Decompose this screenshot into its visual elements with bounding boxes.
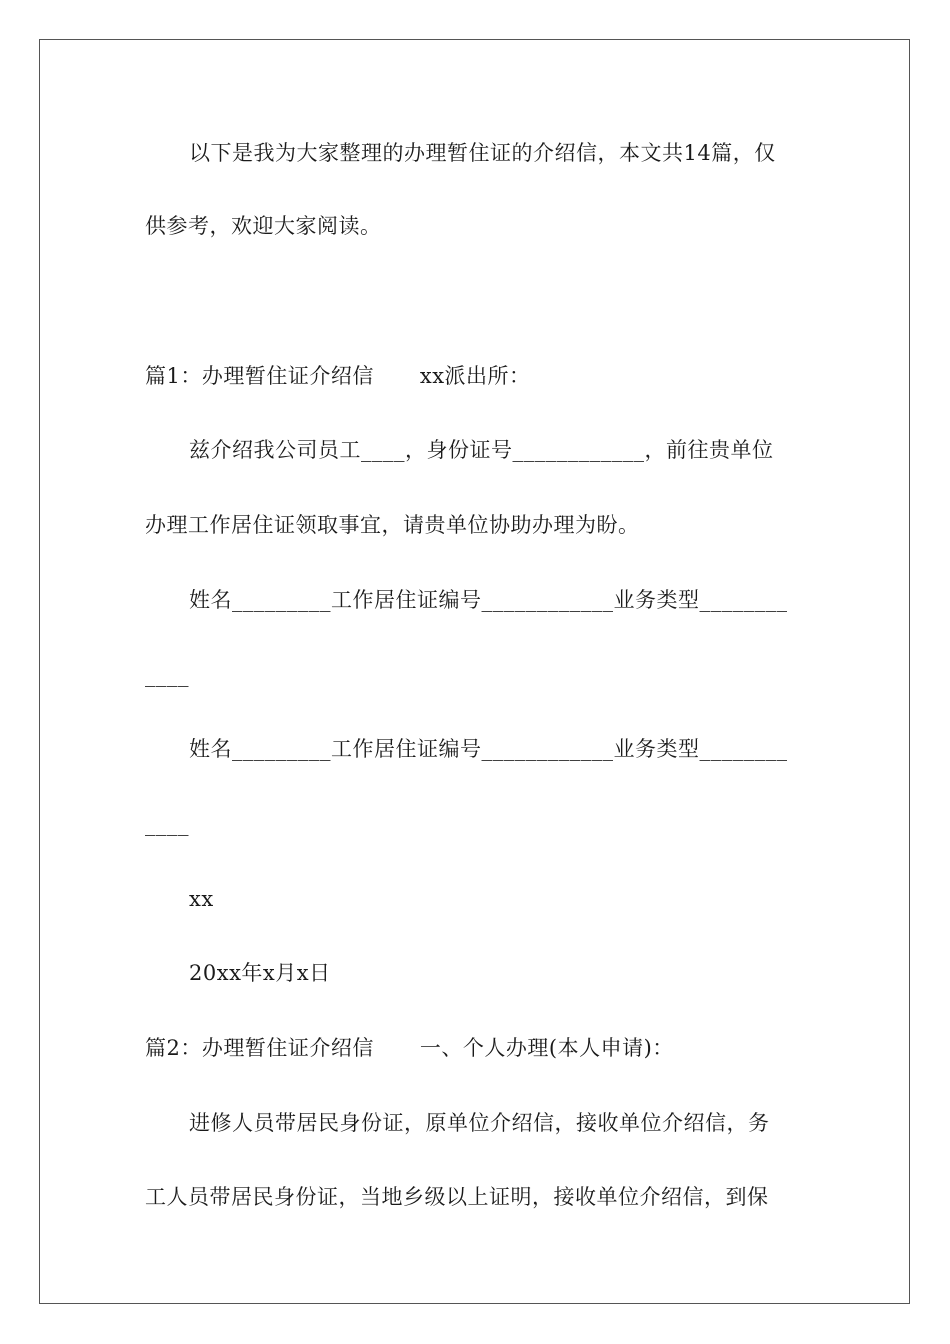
section1-row2-line2: ____ [145, 812, 189, 836]
section1-row1-line1: 姓名_________工作居住证编号____________业务类型________ [189, 588, 788, 612]
section1-recipient: xx派出所： [419, 364, 531, 388]
section2-para1-line2: 工人员带居民身份证，当地乡级以上证明，接收单位介绍信，到保 [145, 1185, 769, 1209]
intro-line-2: 供参考，欢迎大家阅读。 [145, 214, 382, 238]
section1-row1-line2: ____ [145, 663, 189, 687]
section1-heading-row [145, 362, 531, 390]
section1-heading: 篇1：办理暂住证介绍信 [145, 364, 374, 388]
section1-signer: xx [189, 887, 214, 911]
intro-line-1: 以下是我为大家整理的办理暂住证的介绍信，本文共14篇，仅 [189, 141, 776, 165]
section1-date: 20xx年x月x日 [189, 961, 331, 985]
section2-subheading: 一、个人办理(本人申请)： [419, 1036, 674, 1060]
section2-heading-row [145, 1034, 674, 1062]
section1-row2-line1: 姓名_________工作居住证编号____________业务类型________ [189, 737, 788, 761]
section1-para1-line2: 办理工作居住证领取事宜，请贵单位协助办理为盼。 [145, 513, 640, 537]
section1-para1-line1: 兹介绍我公司员工____，身份证号____________，前往贵单位 [189, 438, 774, 462]
section2-heading: 篇2：办理暂住证介绍信 [145, 1036, 374, 1060]
section2-para1-line1: 进修人员带居民身份证，原单位介绍信，接收单位介绍信，务 [189, 1111, 770, 1135]
